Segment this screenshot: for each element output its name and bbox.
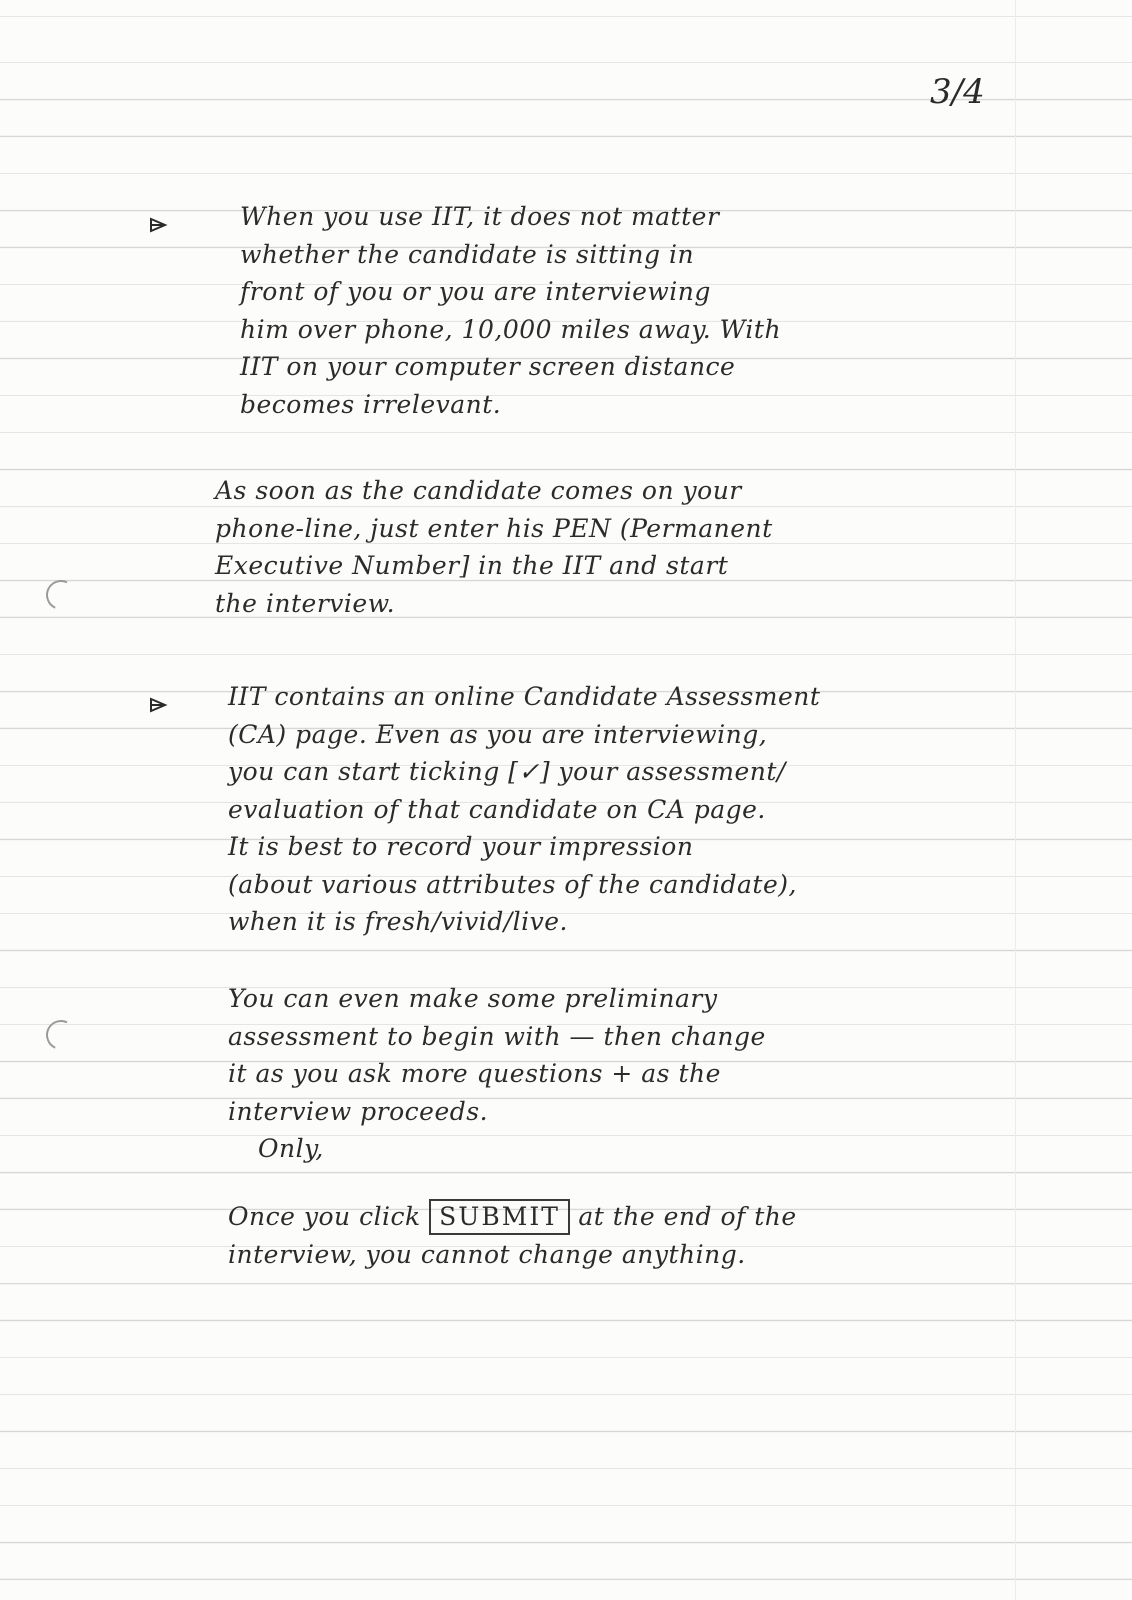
section-1-paragraph-2: [215, 472, 1015, 622]
final-text-start: Once you click: [228, 1202, 421, 1231]
margin-line: [1015, 0, 1016, 1600]
submit-box: SUBMIT: [429, 1199, 570, 1235]
paragraph-text: IIT contains an online Candidate Assessment (CA) page. Even as you are interviewing, you can start ticking [✓] your assessment/ evaluation of that candidate on CA page. It is best to record your impression (about various attributes of the candidate), when it is fresh/vivid/live.: [228, 682, 821, 936]
triangle-bullet-icon: [148, 695, 168, 715]
only-line: [258, 1130, 758, 1168]
paragraph-text: You can even make some preliminary assessment to begin with — then change it as you ask more questions + as the interview proceeds.: [228, 984, 766, 1126]
final-text-end: at the end of the interview, you cannot change anything.: [228, 1202, 797, 1269]
section-2-final-paragraph: [228, 1198, 1028, 1273]
triangle-bullet-icon: [148, 215, 168, 235]
punch-hole: [42, 1016, 80, 1054]
final-text: [228, 1198, 1028, 1273]
section-1-paragraph-1: [240, 198, 1015, 423]
paragraph-text: Only,: [258, 1134, 324, 1163]
page-number: 3/4: [930, 72, 985, 112]
punch-hole: [42, 576, 80, 614]
section-2-paragraph-1: [228, 678, 1015, 941]
paragraph-text: When you use IIT, it does not matter whether the candidate is sitting in front of you or you are interviewing him over phone, 10,000 miles away. With IIT on your computer screen distance becomes irrelevant.: [240, 202, 782, 419]
section-2-paragraph-2: [228, 980, 1015, 1130]
paragraph-text: As soon as the candidate comes on your phone-line, just enter his PEN (Permanent Executive Number] in the IIT and start the interview.: [215, 476, 773, 618]
